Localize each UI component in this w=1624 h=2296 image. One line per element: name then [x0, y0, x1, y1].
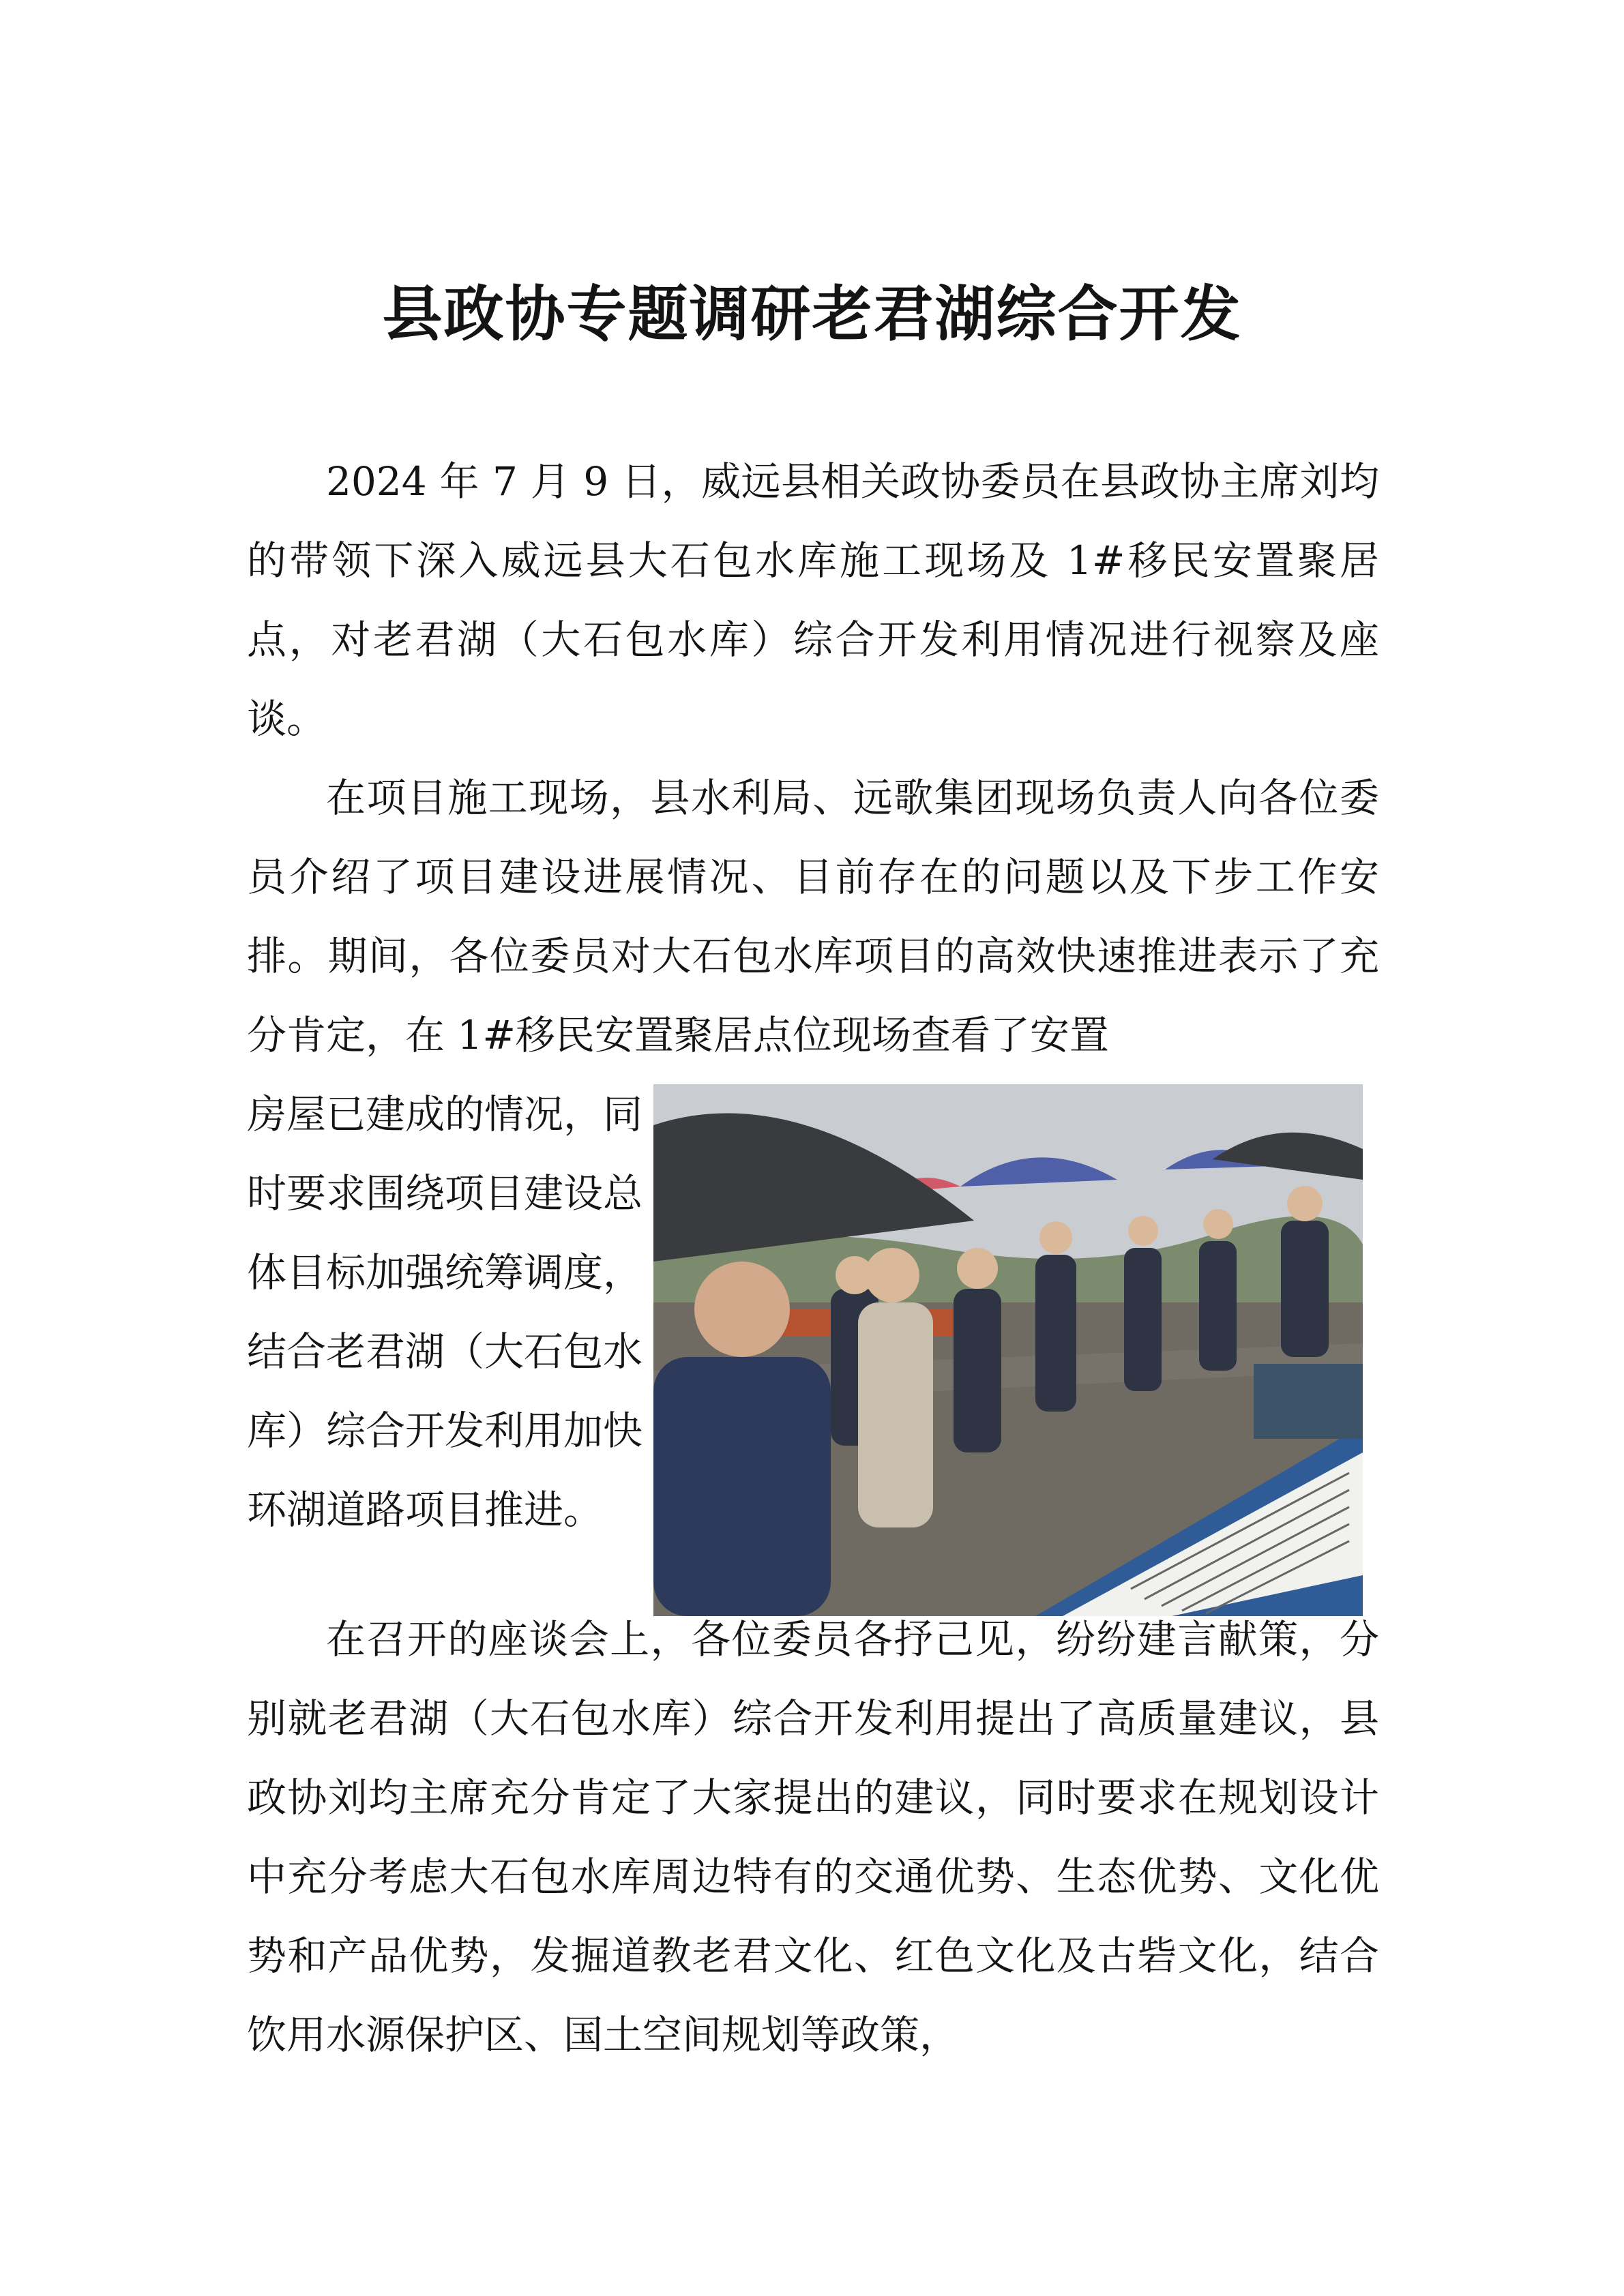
paragraph-1: 2024 年 7 月 9 日，威远县相关政协委员在县政协主席刘均的带领下深入威远县大石包水库施工现场及 1#移民安置聚居点，对老君湖（大石包水库）综合开发利用情况进行视察及座谈。	[247, 458, 1379, 742]
article-title: 县政协专题调研老君湖综合开发	[382, 278, 1242, 349]
photo-foreground-person	[653, 1357, 831, 1616]
paragraph-2-wrap-text: 房屋已建成的情况，同时要求围绕项目建设总体目标加强统筹调度，结合老君湖（大石包水库）综合开发利用加快环湖道路项目推进。	[247, 1091, 643, 1533]
site-visit-photo	[653, 1084, 1363, 1616]
photo-illustration	[653, 1084, 1363, 1616]
paragraph-2: 在项目施工现场，县水利局、远歌集团现场负责人向各位委员介绍了项目建设进展情况、目前存在的问题以及下步工作安排。期间，各位委员对大石包水库项目的高效快速推进表示了充分肯定，在 1#移民安置聚居点位现场查看了安置	[247, 775, 1379, 1058]
paragraph-3: 在召开的座谈会上，各位委员各抒己见，纷纷建言献策，分别就老君湖（大石包水库）综合开发利用提出了高质量建议，县政协刘均主席充分肯定了大家提出的建议，同时要求在规划设计中充分考虑大石包水库周边特有的交通优势、生态优势、文化优势和产品优势，发掘道教老君文化、红色文化及古砦文化，结合饮用水源保护区、国土空间规划等政策，	[247, 1616, 1379, 2058]
